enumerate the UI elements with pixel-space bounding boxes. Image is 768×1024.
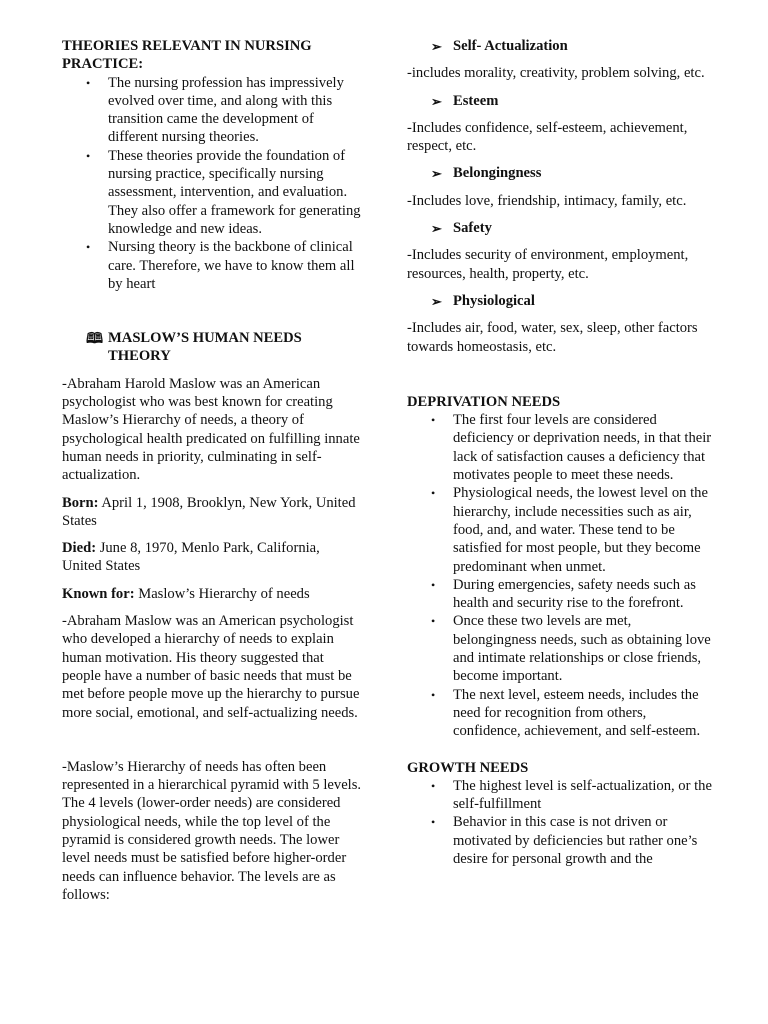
level-heading-safety: ➢ Safety bbox=[407, 219, 712, 237]
level-desc-esteem: -Includes confidence, self-esteem, achievement, respect, etc. bbox=[407, 119, 688, 155]
bullet-icon: • bbox=[86, 75, 91, 90]
arrow-bullet-icon: ➢ bbox=[431, 39, 442, 54]
level-desc-safety: -Includes security of environment, employment, resources, health, property, etc. bbox=[407, 247, 689, 282]
list-item: • During emergencies, safety needs such as health and security rise to the forefront. bbox=[431, 576, 696, 612]
deprivation-bullet-list bbox=[407, 411, 712, 740]
maslow-heading-text: MASLOW’S HUMAN NEEDS THEORY bbox=[108, 330, 302, 365]
maslow-heading bbox=[62, 329, 362, 366]
arrow-bullet-icon: ➢ bbox=[431, 166, 442, 182]
left-column bbox=[62, 37, 362, 904]
bullet-icon: • bbox=[431, 577, 436, 592]
intro-bullet-list bbox=[62, 74, 362, 294]
bullet-icon: • bbox=[431, 815, 436, 830]
level-heading-physiological: ➢ Physiological bbox=[407, 292, 712, 310]
list-item: • Physiological needs, the lowest level on the hierarchy, include necessities such as air, food, and, and water. These tend to be satisfied for most people, but they become predominant when unmet. bbox=[431, 485, 708, 575]
born-value: April 1, 1908, Brooklyn, New York, United States bbox=[62, 494, 356, 529]
list-item: • The nursing profession has impressively evolved over time, and along with this transition came the development of different nursing theories. bbox=[86, 74, 344, 146]
level-heading-esteem: ➢ Esteem bbox=[407, 92, 712, 110]
right-column bbox=[407, 37, 712, 868]
bullet-icon: • bbox=[431, 486, 436, 501]
deprivation-needs-title: DEPRIVATION NEEDS bbox=[407, 393, 561, 410]
book-icon: 🕮 bbox=[86, 331, 104, 348]
maslow-paragraph-3: -Maslow’s Hierarchy of needs has often been represented in a hierarchical pyramid with 5 levels. The 4 levels (lower-order needs) are considered physiological needs, while the top level of the pyramid is considered growth needs. The lower level needs must be satisfied before higher-order needs can influence behavior. The levels are as follows: bbox=[62, 758, 362, 903]
level-desc-self-actualization: -includes morality, creativity, problem solving, etc. bbox=[407, 65, 705, 82]
maslow-paragraph-2: -Abraham Maslow was an American psychologist who developed a hierarchy of needs to explain human motivation. His theory suggested that people have a number of basic needs that must be met before people move up the hierarchy to pursue more social, emotional, and self-actualizing needs. bbox=[62, 613, 360, 721]
list-item: • Behavior in this case is not driven or motivated by deficiencies but rather one’s desire for personal growth and the bbox=[431, 814, 698, 867]
growth-bullet-list bbox=[407, 777, 712, 868]
known-for-label: Known for: bbox=[62, 585, 135, 602]
list-item: • These theories provide the foundation of nursing practice, specifically nursing assessment, intervention, and evaluation. They also offer a framework for generating knowledge and new ideas. bbox=[86, 147, 361, 237]
arrow-bullet-icon: ➢ bbox=[431, 93, 442, 109]
list-item: • The highest level is self-actualization, or the self-fulfillment bbox=[431, 777, 712, 813]
died-line bbox=[62, 539, 362, 576]
growth-needs-title: GROWTH NEEDS bbox=[407, 759, 529, 776]
list-item: • Once these two levels are met, belongingness needs, such as obtaining love and intimate relationships or close friends, become important. bbox=[431, 613, 711, 685]
bullet-icon: • bbox=[431, 778, 436, 793]
died-label: Died: bbox=[62, 540, 97, 557]
died-value: June 8, 1970, Menlo Park, California, United States bbox=[62, 540, 320, 575]
born-line bbox=[62, 494, 362, 531]
list-item: • The first four levels are considered deficiency or deprivation needs, in that their lack of satisfaction causes a deficiency that motivates people to meet these needs. bbox=[431, 412, 712, 484]
bullet-icon: • bbox=[86, 240, 91, 255]
list-item: • Nursing theory is the backbone of clinical care. Therefore, we have to know them all by heart bbox=[86, 239, 355, 292]
level-desc-belongingness: -Includes love, friendship, intimacy, family, etc. bbox=[407, 192, 687, 209]
arrow-bullet-icon: ➢ bbox=[431, 221, 442, 237]
born-label: Born: bbox=[62, 494, 99, 511]
bullet-icon: • bbox=[431, 413, 436, 428]
maslow-intro-paragraph: -Abraham Harold Maslow was an American psychologist who was best known for creating Maslow’s Hierarchy of needs, a theory of psychological health predicated on fulfilling innate human needs in priority, culminating in self-actualization. bbox=[62, 375, 360, 484]
bullet-icon: • bbox=[431, 614, 436, 629]
known-for-value: Maslow’s Hierarchy of needs bbox=[134, 585, 310, 602]
level-heading-self-actualization: ➢ Self- Actualization bbox=[407, 37, 712, 55]
arrow-bullet-icon: ➢ bbox=[431, 293, 442, 309]
known-for-line bbox=[62, 585, 362, 603]
bullet-icon: • bbox=[431, 687, 436, 702]
level-heading-belongingness: ➢ Belongingness bbox=[407, 164, 712, 182]
bullet-icon: • bbox=[86, 148, 91, 163]
list-item: • The next level, esteem needs, includes the need for recognition from others, confidence, achievement, and self-esteem. bbox=[431, 686, 701, 740]
page-title: THEORIES RELEVANT IN NURSING PRACTICE: bbox=[62, 38, 312, 73]
level-desc-physiological: -Includes air, food, water, sex, sleep, other factors towards homeostasis, etc. bbox=[407, 320, 698, 355]
